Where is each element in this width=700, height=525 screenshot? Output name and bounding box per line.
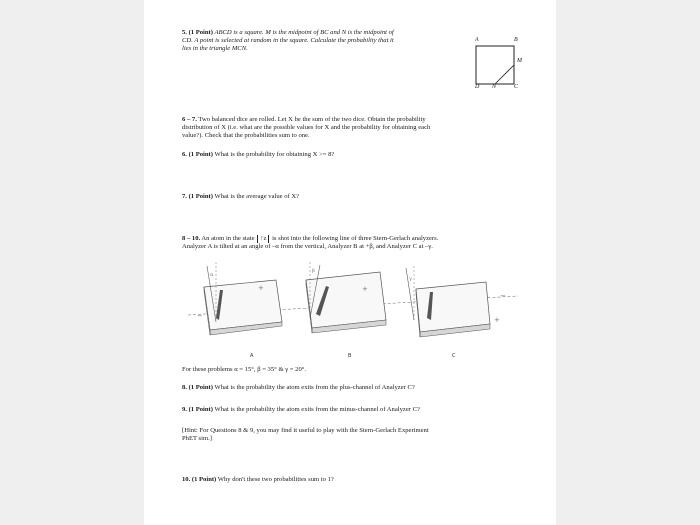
analyzer-a-minus: − bbox=[197, 312, 203, 320]
q810-line-1: 8 – 10. An atom in the state ↑z is shot into the following line of three Stern-Gerlach analyzers. bbox=[182, 235, 439, 242]
gamma-symbol: γ bbox=[409, 276, 412, 282]
q5-line-3: lies in the triangle MCN. bbox=[182, 45, 248, 52]
q67-line-2: distribution of X (i.e. what are the possible values for X and the probability for obtaining each bbox=[182, 124, 431, 131]
q5-line-2: CD. A point is selected at random in the square. Calculate the probability that it bbox=[182, 37, 394, 44]
hint-line-2: PhET sim.] bbox=[182, 435, 212, 442]
hint-line-1: [Hint: For Questions 8 & 9, you may find it useful to play with the Stern-Gerlach Experiment bbox=[182, 427, 429, 434]
q810-line-2: Analyzer A is tilted at an angle of –α from the vertical, Analyzer B at +β, and Analyzer C at –γ. bbox=[182, 243, 433, 250]
beta-symbol: β bbox=[312, 268, 315, 274]
label-a: A bbox=[475, 37, 479, 43]
label-m: M bbox=[517, 58, 522, 64]
document-page bbox=[144, 0, 556, 525]
alpha-symbol: α bbox=[210, 272, 214, 278]
label-c: C bbox=[514, 84, 519, 90]
label-d: D bbox=[475, 84, 480, 90]
analyzer-b bbox=[306, 262, 386, 333]
label-b: B bbox=[514, 37, 518, 43]
q10-text: 10. (1 Point) Why don't these two probabilities sum to 1? bbox=[182, 476, 334, 483]
analyzer-c-minus: − bbox=[500, 292, 506, 300]
analyzer-label-c: C bbox=[452, 353, 456, 359]
q6-text: 6. (1 Point) What is the probability for obtaining X >= 8? bbox=[182, 151, 335, 158]
analyzer-a bbox=[204, 262, 282, 335]
q9-text: 9. (1 Point) What is the probability the atom exits from the minus-channel of Analyzer C? bbox=[182, 406, 420, 413]
analyzer-c bbox=[406, 266, 490, 337]
parameters-line: For these problems α = 15°, β = 35° & γ = 20°. bbox=[182, 366, 307, 373]
label-n: N bbox=[492, 84, 497, 90]
analyzer-label-b: B bbox=[348, 353, 352, 359]
q7-text: 7. (1 Point) What is the average value of X? bbox=[182, 193, 300, 200]
q67-line-3: value?). Check that the probabilities sum to one. bbox=[182, 132, 310, 139]
q67-line-1: 6 – 7. Two balanced dice are rolled. Let X be the sum of the two dice. Obtain the probability bbox=[182, 116, 426, 123]
analyzer-a-plus: + bbox=[258, 284, 264, 292]
stern-gerlach-diagram bbox=[144, 0, 556, 525]
ket-state: ↑z bbox=[257, 235, 269, 243]
analyzer-b-plus: + bbox=[362, 285, 368, 293]
analyzer-label-a: A bbox=[250, 353, 254, 359]
q8-text: 8. (1 Point) What is the probability the atom exits from the plus-channel of Analyzer C? bbox=[182, 384, 415, 391]
q5-line-1: 5. (1 Point) ABCD is a square. M is the midpoint of BC and N is the midpoint of bbox=[182, 29, 394, 36]
analyzer-c-plus: + bbox=[494, 316, 500, 324]
